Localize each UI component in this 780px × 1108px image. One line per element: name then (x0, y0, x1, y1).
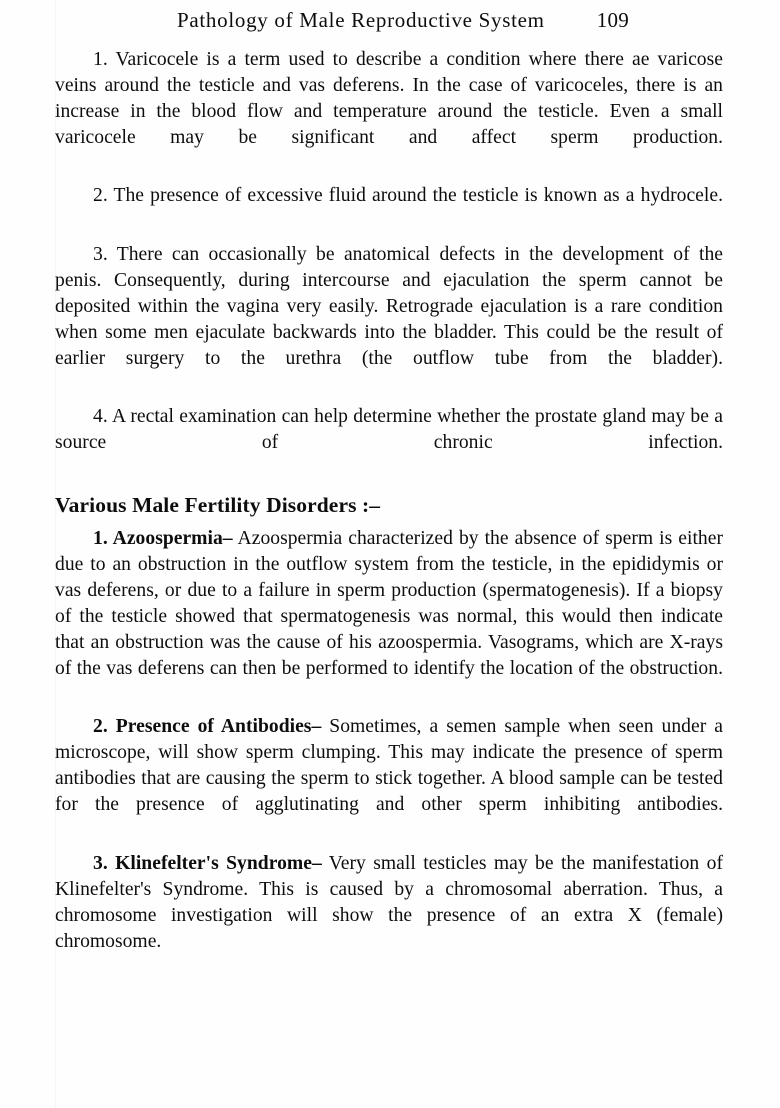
paragraph-antibodies (55, 714, 723, 844)
run-in-heading-azoospermia: 1. Azoospermia– (93, 527, 233, 549)
section-heading-fertility-disorders: Various Male Fertility Disorders :– (55, 492, 381, 517)
paragraph-azoospermia-text: Azoospermia characterized by the absence of sperm is either due to an obstruction in the outflow system from the testicle, in the epididymis or vas deferens, or due to a failure in sperm production (spermatogenesis). If a biopsy of the testicle showed that spermatogenesis was normal, this would then indicate that an obstruction was the cause of his azoospermia. Vasograms, which are X-rays of the vas deferens can then be performed to identify the location of the obstruction. (55, 527, 723, 679)
paragraph-varicocele: 1. Varicocele is a term used to describe a condition where there ae varicose veins around the testicle and vas deferens. In the case of varicoceles, there is an increase in the blood flow and temperature around the testicle. Even a small varicocele may be significant and affect sperm production. (55, 49, 723, 149)
paragraph-antibodies-text: Sometimes, a semen sample when seen under a microscope, will show sperm clumping. This may indicate the presence of sperm antibodies that are causing the sperm to stick together. A blood sample can be tested for the presence of agglutinating and other sperm inhibiting antibodies. (55, 716, 723, 816)
paragraph-klinefelters-text: Very small testicles may be the manifestation of Klinefelter's Syndrome. This is caused by a chromosomal aberration. Thus, a chromosome investigation will show the presence of an extra X (female) chromosome. (55, 852, 723, 952)
run-in-heading-antibodies: 2. Presence of Antibodies– (93, 716, 322, 738)
running-head (55, 8, 722, 38)
paragraph-rectal-examination: 4. A rectal examination can help determine whether the prostate gland may be a source of chronic infection. (55, 406, 723, 454)
paragraph-klinefelters (55, 851, 723, 981)
running-head-title: Pathology of Male Reproductive System (177, 8, 545, 32)
body-text-column (55, 47, 723, 981)
run-in-heading-klinefelters: 3. Klinefelter's Syndrome– (93, 852, 322, 874)
paragraph-anatomical-defects: 3. There can occasionally be anatomical defects in the development of the penis. Consequently, during intercourse and ejaculation the sperm cannot be deposited within the vagina very easily. Retrograde ejaculation is a rare condition when some men ejaculate backwards into the bladder. This could be the result of earlier surgery to the urethra (the outflow tube from the bladder). (55, 243, 723, 370)
page-number: 109 (596, 8, 630, 32)
paragraph-hydrocele: 2. The presence of excessive fluid around the testicle is known as a hydrocele. (93, 185, 723, 207)
paragraph-azoospermia (55, 526, 723, 709)
